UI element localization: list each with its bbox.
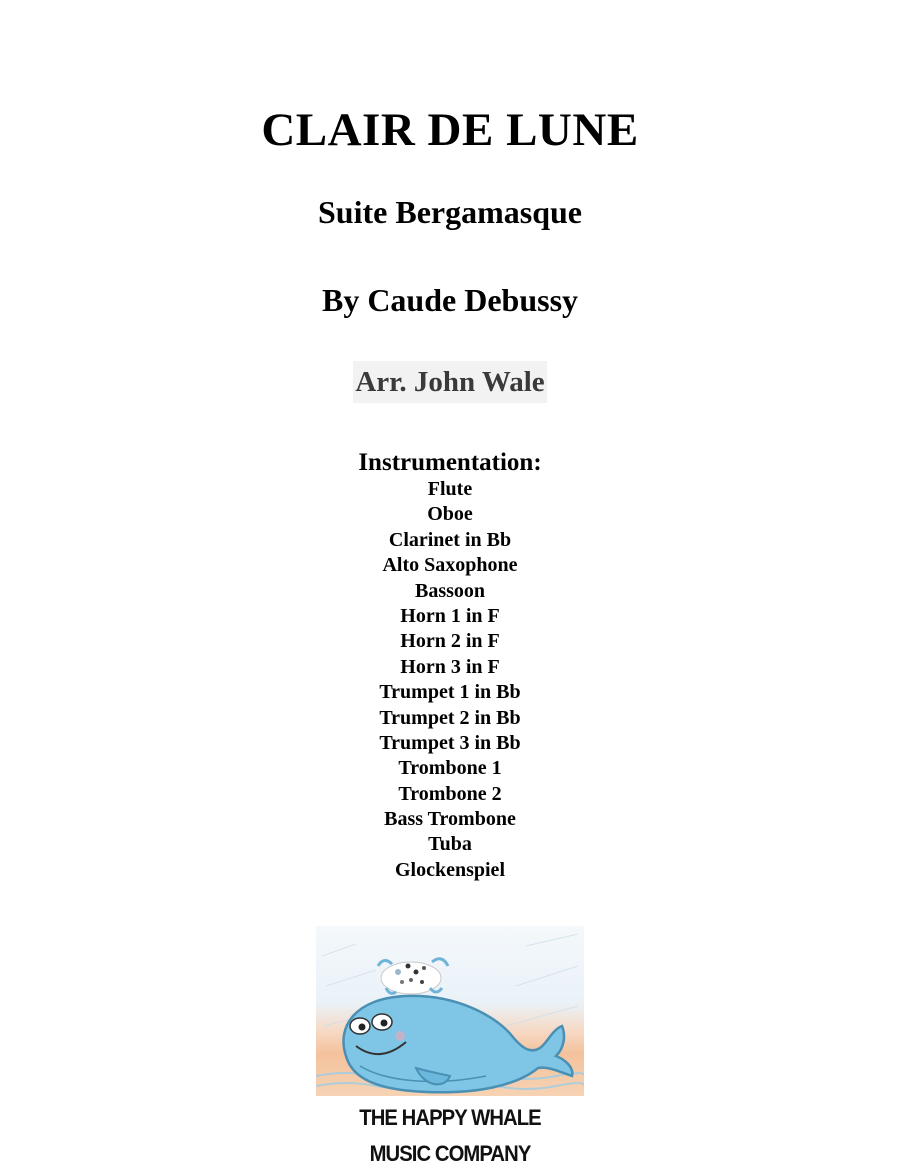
instrument-item: Oboe (427, 503, 473, 526)
instrument-item: Bassoon (414, 579, 486, 602)
instrument-item: Flute (427, 478, 473, 500)
instrument-item: Trumpet 3 in Bb (379, 731, 521, 754)
instrument-item: Trumpet 1 in Bb (379, 681, 521, 704)
instrument-item: Trumpet 2 in Bb (379, 706, 521, 729)
instrument-item: Trombone 1 (398, 757, 502, 780)
instrument-item: Horn 3 in F (400, 655, 500, 678)
instrument-item: Horn 2 in F (400, 630, 500, 653)
instrument-item: Trombone 2 (398, 782, 502, 805)
instrument-item: Alto Saxophone (382, 554, 518, 577)
arranger-credit: Arr. John Wale (353, 361, 546, 403)
instrument-list (0, 477, 900, 883)
subtitle: Suite Bergamasque (318, 194, 582, 230)
instrumentation-heading: Instrumentation: (358, 449, 542, 476)
instrument-item: Clarinet in Bb (388, 528, 512, 551)
instrument-item: Horn 1 in F (400, 604, 500, 627)
arranger-container (0, 361, 900, 403)
instrument-item: Bass Trombone (384, 808, 516, 831)
instrument-item: Tuba (428, 833, 472, 856)
page-title: CLAIR DE LUNE (261, 104, 639, 156)
composer-credit: By Caude Debussy (321, 282, 579, 318)
logo-caption: THE HAPPY WHALE MUSIC COMPANY (359, 1105, 541, 1166)
instrument-item: Glockenspiel (394, 858, 505, 881)
